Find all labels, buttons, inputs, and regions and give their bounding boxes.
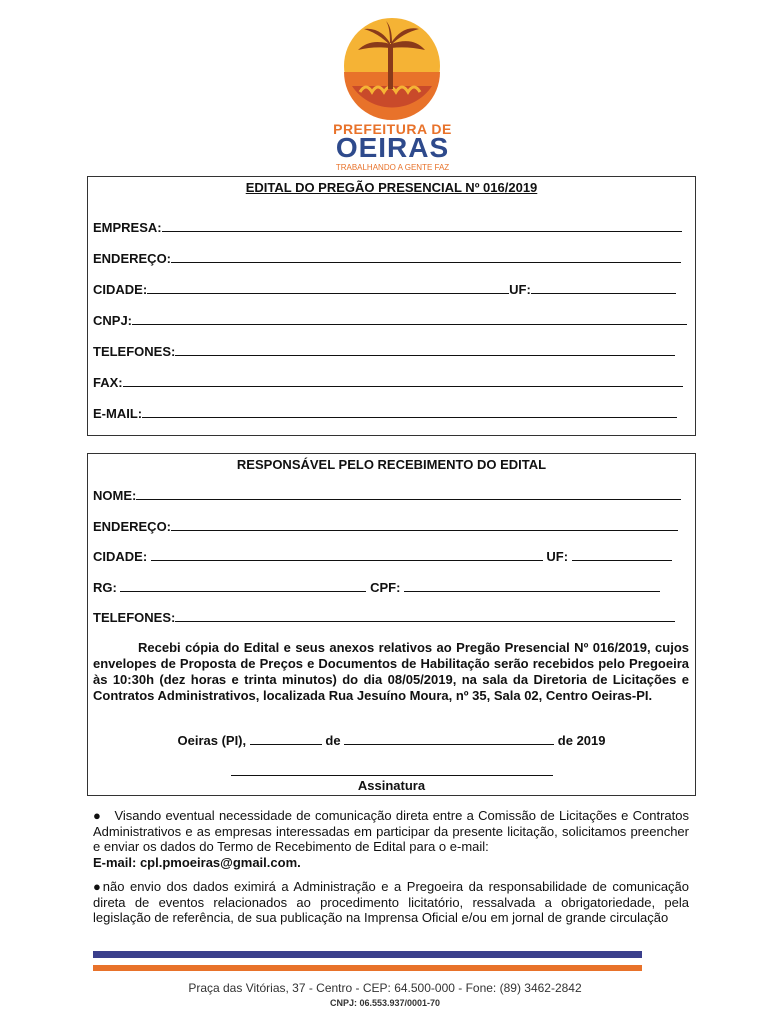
email-field[interactable]: [93, 406, 688, 421]
footer-cnpj: CNPJ: 06.553.937/0001-70: [329, 998, 441, 1008]
responsavel-endereco-field[interactable]: [93, 519, 688, 534]
cnpj-label: CNPJ:: [93, 313, 133, 328]
rg-cpf-field[interactable]: [93, 580, 688, 595]
logo-tagline: TRABALHANDO A GENTE FAZ: [335, 163, 450, 172]
bullet-icon: ●: [93, 879, 103, 894]
place-year: de 2019: [557, 733, 606, 748]
responsavel-endereco-line[interactable]: [171, 519, 678, 531]
cidade-uf-field[interactable]: [93, 282, 688, 297]
responsavel-uf-line[interactable]: [572, 549, 672, 561]
cpf-label: CPF:: [370, 580, 401, 595]
responsavel-cidade-line[interactable]: [151, 549, 543, 561]
fax-line[interactable]: [123, 375, 683, 387]
uf-label: UF:: [509, 282, 531, 297]
email-line[interactable]: [142, 406, 677, 418]
receipt-paragraph: Recebi cópia do Edital e seus anexos relativos ao Pregão Presencial Nº 016/2019, cujos envelopes de Proposta de Preços e Documentos de Habilitação serão recebidos pelo Pregoeira às 10:30h (dez horas e trinta minutos) do dia 08/05/2019, na sala da Diretoria de Licitações e Contratos Administrativos, localizada Rua Jesuíno Moura, nº 35, Sala 02, Centro Oeiras-PI.: [93, 640, 689, 703]
footer-orange-bar: [93, 965, 642, 971]
endereco-line[interactable]: [171, 251, 681, 263]
company-info-box: [87, 176, 696, 436]
responsavel-telefones-line[interactable]: [175, 610, 675, 622]
cpf-line[interactable]: [404, 580, 660, 592]
fax-label: FAX:: [93, 375, 123, 390]
note1-text: Visando eventual necessidade de comunicação direta entre a Comissão de Licitações e Contratos Administrativos e as empresas interessadas em participar da presente licitação, solicitamos preencher e enviar os dados do Termo de Recebimento de Edital para o e-mail:: [93, 808, 690, 854]
note-disclaimer: [93, 879, 689, 926]
responsavel-uf-label: UF:: [546, 549, 569, 564]
cnpj-line[interactable]: [132, 313, 687, 325]
cidade-label: CIDADE:: [93, 282, 148, 297]
telefones-label: TELEFONES:: [93, 344, 176, 359]
month-line[interactable]: [344, 733, 554, 745]
cnpj-field[interactable]: [93, 313, 688, 328]
endereco-label: ENDEREÇO:: [93, 251, 172, 266]
nome-line[interactable]: [136, 488, 681, 500]
cidade-line[interactable]: [147, 282, 509, 294]
logo-line1: PREFEITURA DE: [333, 121, 452, 137]
note-contact: [93, 808, 689, 870]
day-line[interactable]: [250, 733, 322, 745]
empresa-label: EMPRESA:: [93, 220, 162, 235]
place-prefix: Oeiras (PI),: [177, 733, 247, 748]
nome-field[interactable]: [93, 488, 688, 503]
empresa-line[interactable]: [162, 220, 682, 232]
contact-email[interactable]: E-mail: cpl.pmoeiras@gmail.com.: [93, 854, 301, 870]
responsavel-title: RESPONSÁVEL PELO RECEBIMENTO DO EDITAL: [236, 457, 547, 472]
nome-label: NOME:: [93, 488, 137, 503]
telefones-field[interactable]: [93, 344, 688, 359]
email-label: E-MAIL:: [93, 406, 143, 421]
logo-line2: OEIRAS: [335, 132, 450, 163]
endereco-field[interactable]: [93, 251, 688, 266]
responsavel-telefones-label: TELEFONES:: [93, 610, 176, 625]
signature-label: Assinatura: [357, 778, 426, 793]
fax-field[interactable]: [93, 375, 688, 390]
place-date-line[interactable]: [87, 733, 696, 748]
rg-line[interactable]: [120, 580, 366, 592]
telefones-line[interactable]: [175, 344, 675, 356]
responsavel-endereco-label: ENDEREÇO:: [93, 519, 172, 534]
uf-line[interactable]: [531, 282, 676, 294]
signature-line[interactable]: [231, 775, 553, 776]
bullet-icon: ●: [93, 808, 102, 823]
place-de: de: [325, 733, 341, 748]
footer-address: Praça das Vitórias, 37 - Centro - CEP: 64.500-000 - Fone: (89) 3462-2842: [188, 981, 582, 995]
rg-label: RG:: [93, 580, 117, 595]
empresa-field[interactable]: [93, 220, 688, 235]
note2-text: não envio dos dados eximirá a Administração e a Pregoeira da responsabilidade de comunicação direta de eventos relacionados ao procedimento licitatório, ressalvada a obrigatoriedade, pela legislação de referência, de sua publicação na Imprensa Oficial e/ou em jornal de grande circulação: [93, 879, 690, 925]
prefeitura-logo: [330, 14, 455, 172]
edital-title: EDITAL DO PREGÃO PRESENCIAL Nº 016/2019: [245, 180, 538, 195]
logo-emblem-icon: [330, 14, 455, 122]
responsavel-cidade-uf-field[interactable]: [93, 549, 688, 564]
responsavel-telefones-field[interactable]: [93, 610, 688, 625]
responsavel-cidade-label: CIDADE:: [93, 549, 148, 564]
footer-blue-bar: [93, 951, 642, 958]
